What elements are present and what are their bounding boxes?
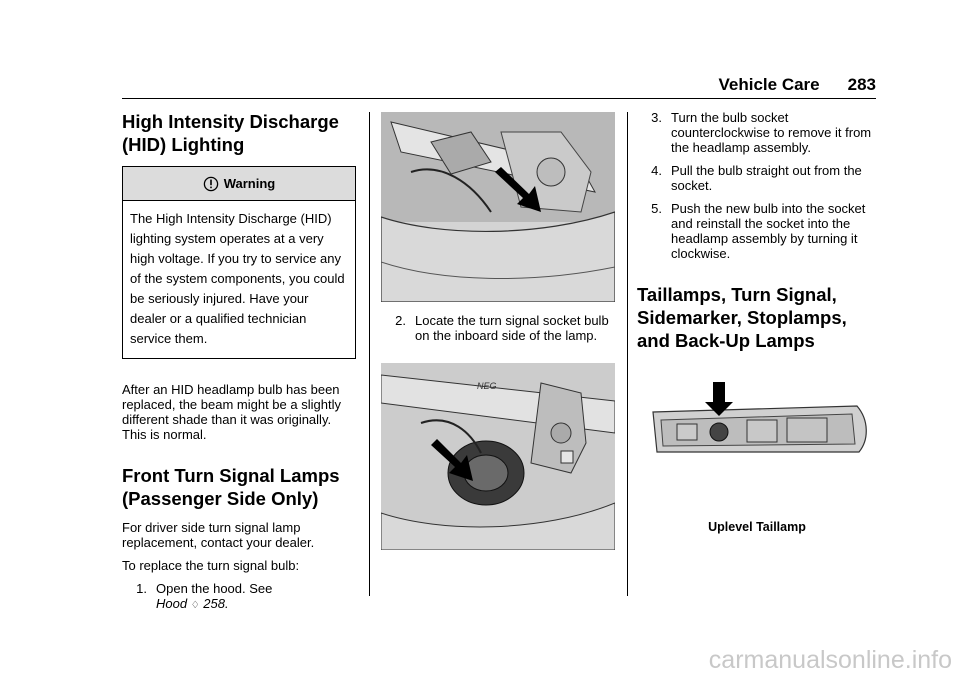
step-3 (637, 110, 877, 155)
steps-list (637, 110, 877, 261)
warning-icon (203, 176, 219, 192)
step-number: 5. (651, 201, 662, 216)
column-divider-2 (627, 112, 628, 596)
step-text: Pull the bulb straight out from the socket. (671, 163, 862, 193)
hood-link[interactable]: Hood (156, 596, 188, 611)
column-2 (381, 110, 615, 550)
page-ref-icon: ♢ (190, 600, 200, 611)
taillamp-drawing (647, 380, 869, 460)
warning-label: Warning (223, 176, 276, 191)
running-header (719, 75, 877, 95)
step-text: Turn the bulb socket counterclockwise to remove it from the headlamp assembly. (671, 110, 872, 155)
warning-header (123, 167, 355, 201)
column-divider-1 (369, 112, 370, 596)
section-heading-taillamps: Taillamps, Turn Signal, Sidemarker, Stoplamps, and Back-Up Lamps (637, 284, 847, 351)
warning-text: The High Intensity Discharge (HID) lighting system operates at a very high voltage. If you try to service any of the system components, you could be seriously injured. Have your dealer or a qualified technician service them. (130, 211, 345, 346)
turn-signal-socket-illustration (381, 363, 615, 550)
socket-drawing (381, 363, 615, 550)
step-number: 2. (395, 313, 406, 328)
headlamp-illustration (381, 112, 615, 302)
section-title: Vehicle Care (718, 75, 820, 94)
driver-side-paragraph: For driver side turn signal lamp replacement, contact your dealer. (122, 520, 315, 550)
step-number: 4. (651, 163, 662, 178)
warning-box (122, 166, 356, 359)
headlamp-drawing (381, 112, 615, 302)
replace-intro: To replace the turn signal bulb: (122, 558, 300, 573)
step-1-text: Open the hood. See (156, 581, 273, 596)
column-1 (122, 110, 356, 613)
step-text: Push the new bulb into the socket and reinstall the socket into the headlamp assembly by turning it clockwise. (671, 201, 866, 261)
step-4 (637, 163, 877, 193)
step-text (156, 581, 272, 613)
hid-paragraph: After an HID headlamp bulb has been replaced, the beam might be a slightly different shade than it was originally. This is normal. (122, 382, 341, 442)
step-number: 1. (136, 581, 147, 596)
section-heading-front-turn-signal: Front Turn Signal Lamps (Passenger Side Only) (122, 465, 340, 509)
taillamp-caption: Uplevel Taillamp (708, 520, 806, 534)
column-3 (637, 110, 877, 534)
watermark: carmanualsonline.info (708, 646, 952, 674)
header-rule (122, 98, 876, 99)
step-2 (381, 313, 615, 343)
hood-page-ref[interactable]: 258. (203, 596, 229, 611)
section-heading-hid: High Intensity Discharge (HID) Lighting (122, 111, 339, 155)
step-text: Locate the turn signal socket bulb on the inboard side of the lamp. (415, 313, 609, 343)
step-5 (637, 201, 877, 261)
step-1 (122, 581, 356, 613)
step-number: 3. (651, 110, 662, 125)
neg-label: NEG (477, 381, 497, 391)
taillamp-illustration (647, 380, 869, 460)
page-number: 283 (847, 75, 876, 94)
